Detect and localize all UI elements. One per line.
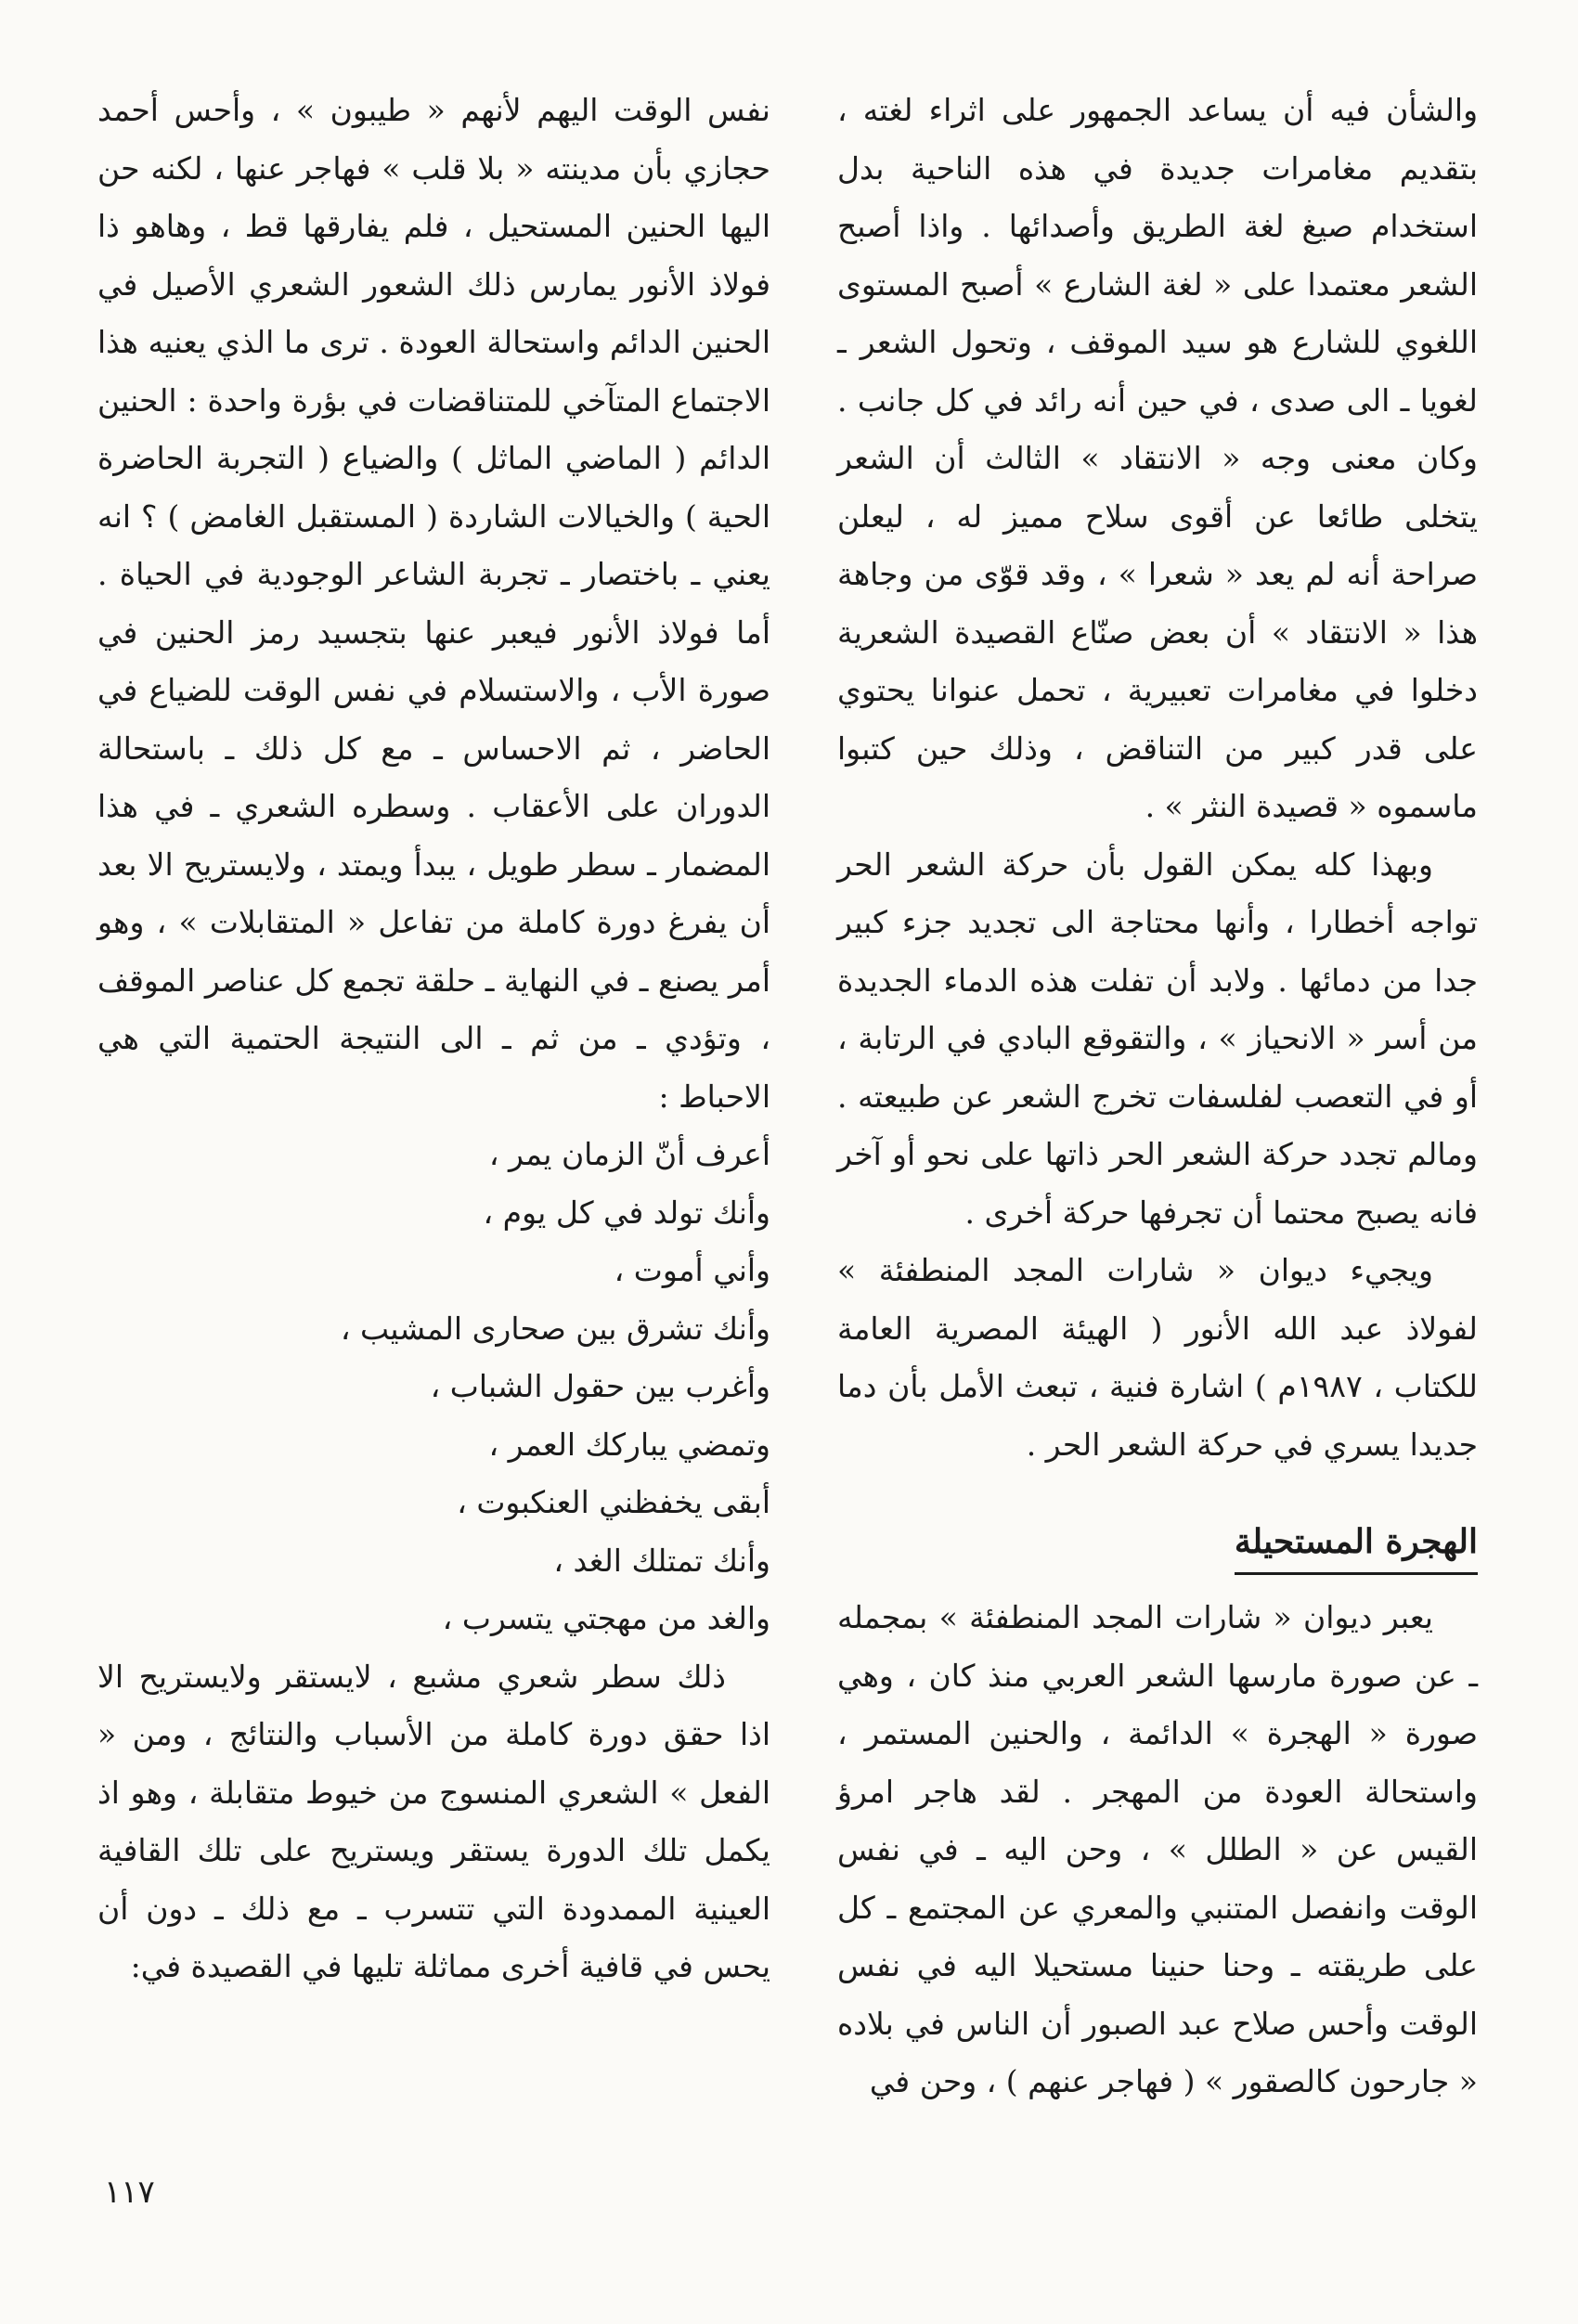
poem-verse: وأنك تولد في كل يوم ،	[483, 1194, 770, 1231]
section-heading	[837, 1515, 1478, 1575]
poem-verse: وتمضي يباركك العمر ،	[488, 1426, 770, 1463]
poem-verse: وأني أموت ،	[614, 1252, 770, 1288]
poem-verse: وأنك تمتلك الغد ،	[553, 1542, 770, 1579]
paragraph-nostalgia: نفس الوقت اليهم لأنهم « طيبون » ، وأحس أحمد حجازي بأن مدينته « بلا قلب » فهاجر عنها ، لكنه حن اليها الحنين المستحيل ، فلم يفارقها قط ، وهاهو ذا فولاذ الأنور يمارس ذلك الشعور الشعري الأصيل في الحنين الدائم واستحالة العودة . ترى ما الذي يعنيه هذا الاجتماع المتآخي للمتناقضات في بؤرة واحدة : الحنين الدائم ( الماضي الماثل ) والضياع ( التجربة الحاضرة الحية ) والخيالات الشاردة ( المستقبل الغامض ) ؟ انه يعني ـ باختصار ـ تجربة الشاعر الوجودية في الحياة . أما فولاذ الأنور فيعبر عنها بتجسيد رمز الحنين في صورة الأب ، والاستسلام في نفس الوقت للضياع في الحاضر ، ثم الاحساس ـ مع كل ذلك ـ باستحالة الدوران على الأعقاب . وسطره الشعري ـ في هذا المضمار ـ سطر طويل ، يبدأ ويمتد ، ولايستريح الا بعد أن يفرغ دورة كاملة من تفاعل « المتقابلات » ، وهو أمر يصنع ـ في النهاية ـ حلقة تجمع كل عناصر الموقف ، وتؤدي ـ من ثم ـ الى النتيجة الحتمية التي هي الاحباط :	[97, 92, 770, 1115]
poem-verse: أعرف أنّ الزمان يمر ،	[488, 1136, 770, 1172]
poem-verse: وأغرب بين حقول الشباب ،	[430, 1368, 770, 1404]
poem-verse: والغد من مهجتي يتسرب ،	[442, 1600, 770, 1636]
paragraph-poetic-line: ذلك سطر شعري مشبع ، لايستقر ولايستريح الا اذا حقق دورة كاملة من الأسباب والنتائج ، ومن « الفعل » الشعري المنسوج من خيوط متقابلة ، وهو اذ يكمل تلك الدورة يستقر ويستريح على تلك القافية العينية الممدودة التي تتسرب ـ مع ذلك ـ دون أن يحس في قافية أخرى مماثلة تليها في القصيدة في:	[97, 1658, 770, 1984]
right-column-lower	[837, 1589, 1478, 2111]
paragraph-impossible-migration: يعبر ديوان « شارات المجد المنطفئة » بمجمله ـ عن صورة مارسها الشعر العربي منذ كان ، وهي صورة « الهجرة » الدائمة ، والحنين المستمر ، واستحالة العودة من المهجر . لقد هاجر امرؤ القيس عن « الطلل » ، وحن اليه ـ في نفس الوقت وانفصل المتنبي والمعري عن المجتمع ـ كل على طريقته ـ وحنا حنينا مستحيلا اليه في نفس الوقت وأحس صلاح عبد الصبور أن الناس في بلاده « جارحون كالصقور » ( فهاجر عنهم ) ، وحن في	[837, 1599, 1478, 2099]
page-number: ١١٧	[104, 2174, 155, 2211]
poem-verse: أبقى يخفظني العنكبوت ،	[457, 1484, 770, 1520]
poem-verse: وأنك تشرق بين صحارى المشيب ،	[340, 1310, 770, 1347]
left-column	[97, 82, 770, 1996]
paragraph-language-of-street: والشأن فيه أن يساعد الجمهور على اثراء لغته ، بتقديم مغامرات جديدة في هذه الناحية بدل استخدام صيغ لغة الطريق وأصدائها . واذا أصبح الشعر معتمدا على « لغة الشارع » أصبح المستوى اللغوي للشارع هو سيد الموقف ، وتحول الشعر ـ لغويا ـ الى صدى ، في حين أنه رائد في كل جانب . وكان معنى وجه « الانتقاد » الثالث أن الشعر يتخلى طائعا عن أقوى سلاح مميز له ، ليعلن صراحة أنه لم يعد « شعرا » ، وقد قوّى من وجاهة هذا « الانتقاد » أن بعض صنّاع القصيدة الشعرية دخلوا في مغامرات تعبيرية ، تحمل عنوانا يحتوي على قدر كبير من التناقض ، وذلك حين كتبوا ماسموه « قصيدة النثر » .	[837, 92, 1478, 824]
right-column	[837, 82, 1478, 1474]
section-heading-text: الهجرة المستحيلة	[1235, 1515, 1478, 1575]
poem-excerpt	[97, 1126, 770, 1648]
paragraph-free-verse-dangers: وبهذا كله يمكن القول بأن حركة الشعر الحر تواجه أخطارا ، وأنها محتاجة الى تجديد جزء كبير جدا من دمائها . ولابد أن تفلت هذه الدماء الجديدة من أسر « الانحياز » ، والتقوقع البادي في الرتابة ، أو في التعصب لفلسفات تخرج الشعر عن طبيعته . ومالم تجدد حركة الشعر الحر ذاتها على نحو أو آخر فانه يصبح محتما أن تجرفها حركة أخرى .	[837, 846, 1478, 1231]
paragraph-diwan-introduction: ويجيء ديوان « شارات المجد المنطفئة » لفولاذ عبد الله الأنور ( الهيئة المصرية العامة للكتاب ، ١٩٨٧م ) اشارة فنية ، تبعث الأمل بأن دما جديدا يسري في حركة الشعر الحر .	[837, 1252, 1478, 1463]
